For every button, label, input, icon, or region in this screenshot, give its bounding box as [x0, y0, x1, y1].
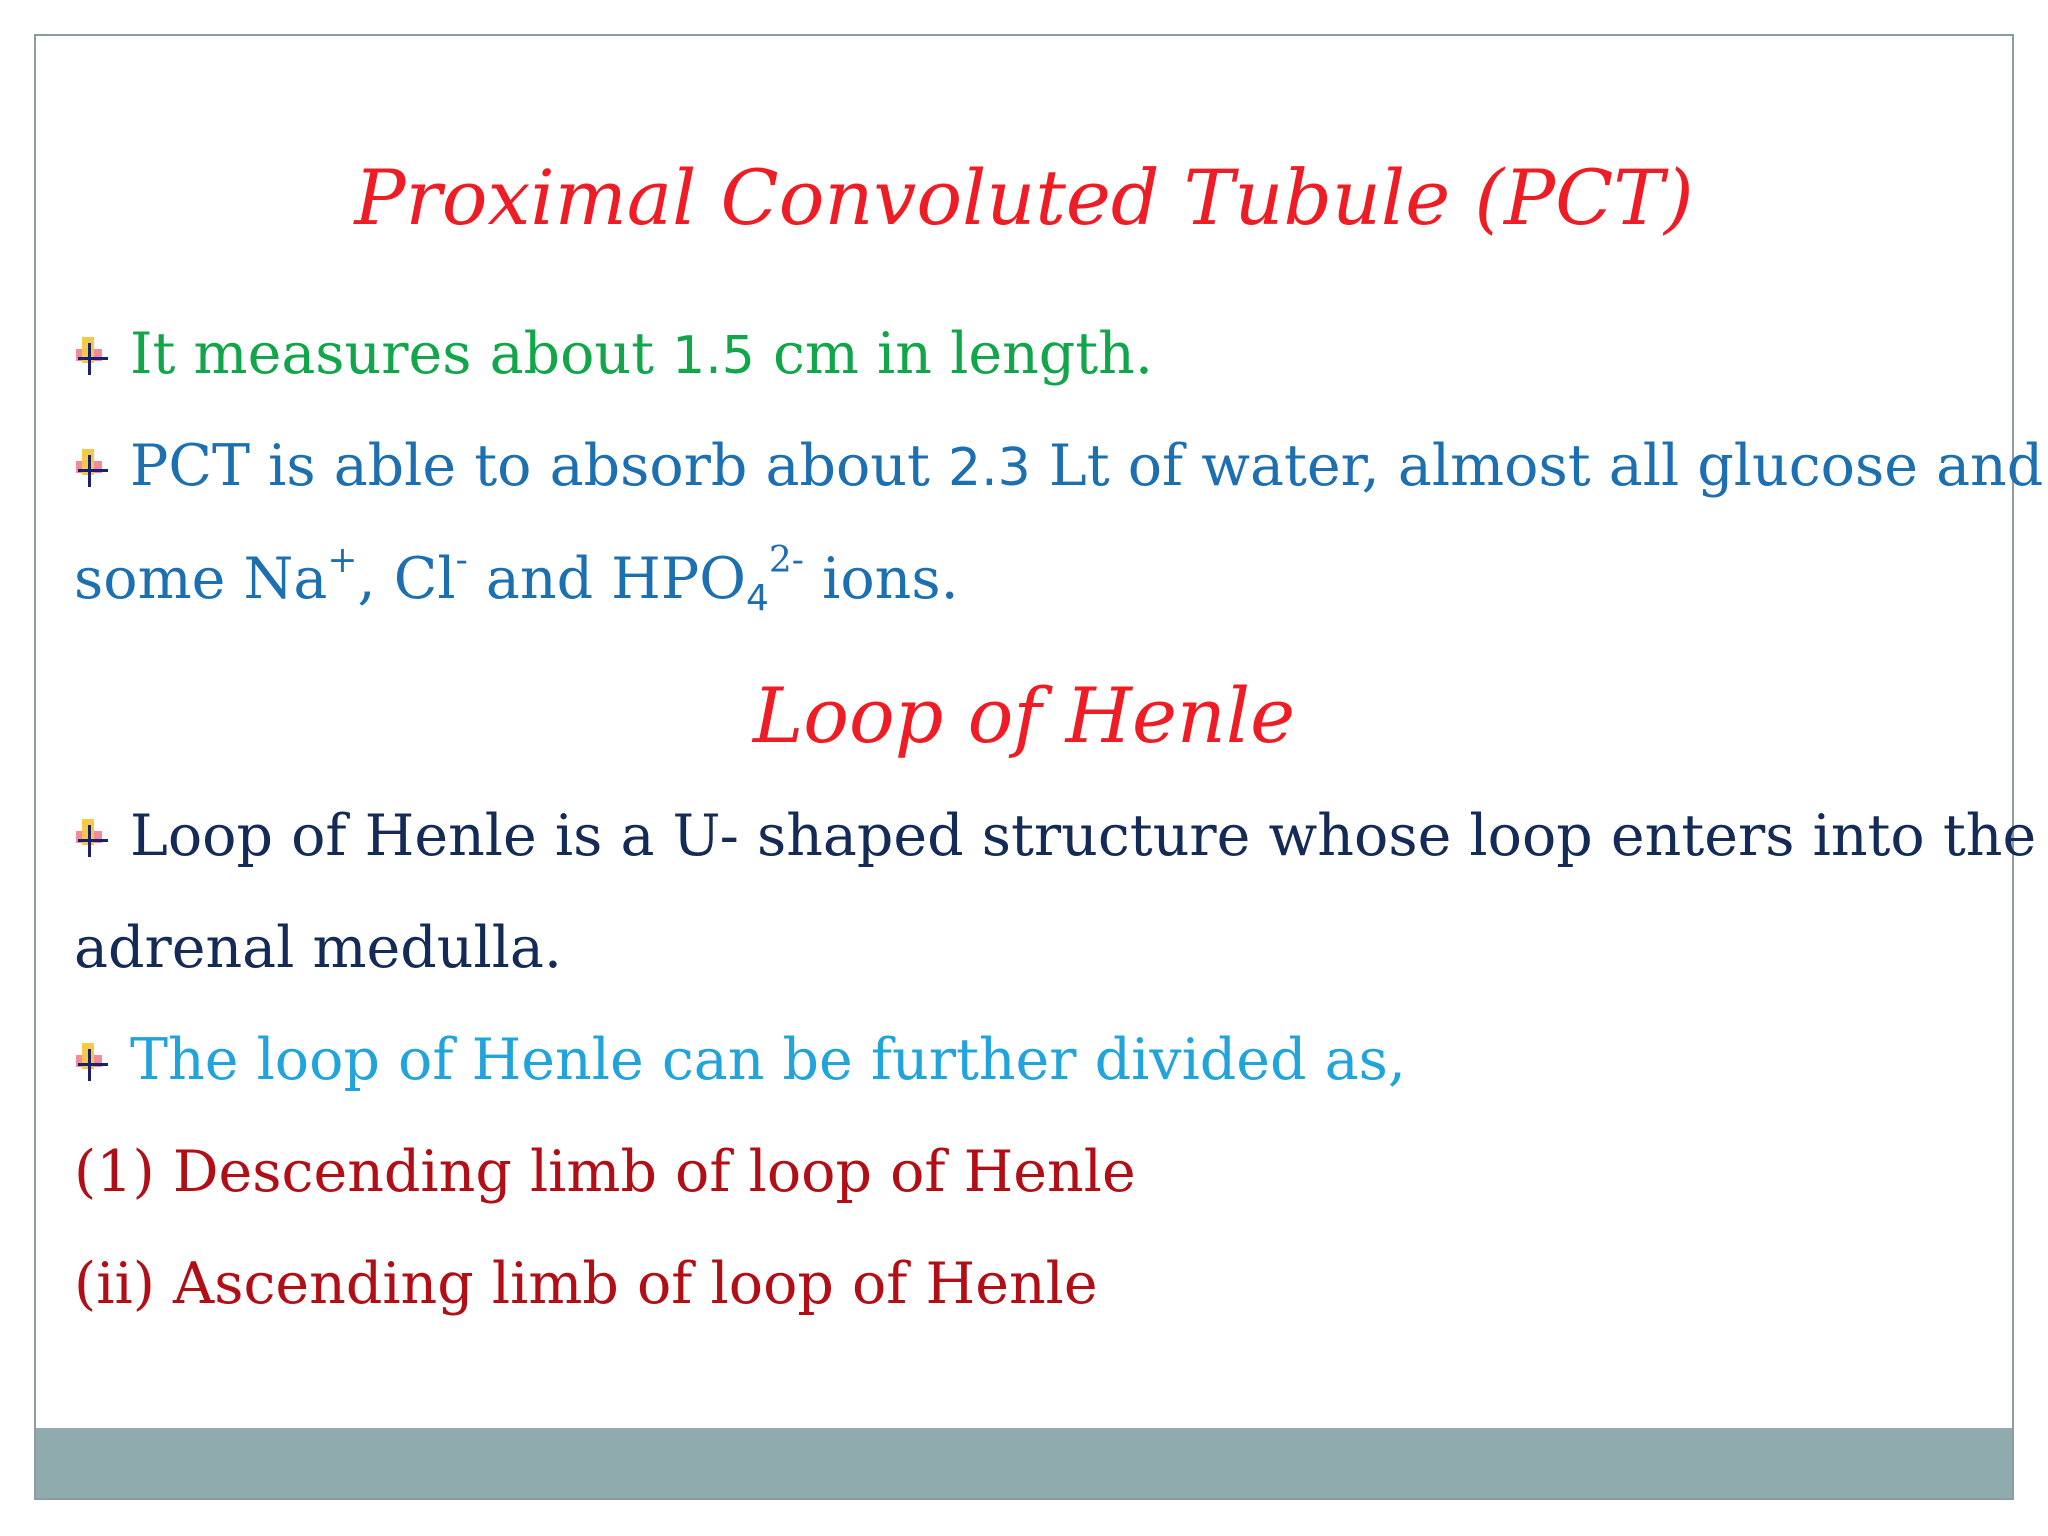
loop-structure-line2: adrenal medulla. [74, 915, 563, 981]
loop-heading: Loop of Henle [752, 671, 1296, 760]
pct-bullet-length [74, 321, 1154, 387]
phosphate-subscript: 4 [745, 578, 769, 619]
ascending-limb-item: (ii) Ascending limb of loop of Henle [74, 1251, 1098, 1317]
plus-arrow-bullet-icon [74, 1041, 116, 1083]
ions-text-b: , Cl [357, 546, 456, 612]
loop-divided-text: The loop of Henle can be further divided as, [130, 1027, 1406, 1093]
loop-structure-line1: Loop of Henle is a U- shaped structure whose loop enters into the [130, 803, 2037, 869]
descending-limb-item: (1) Descending limb of loop of Henle [74, 1139, 1136, 1205]
pct-length-value: 1.5 [672, 326, 755, 386]
pct-bullet-length-post: cm in length. [754, 321, 1154, 387]
loop-bullet-structure [74, 803, 2037, 869]
ions-text-c: and HPO [467, 546, 746, 612]
pct-bullet-length-pre: It measures about [130, 321, 673, 387]
sodium-charge: + [327, 540, 358, 581]
pct-bullet-absorb-post: Lt of water, almost all glucose and [1030, 433, 2044, 499]
plus-arrow-bullet-icon [74, 447, 116, 489]
pct-bullet-absorb-continued [74, 540, 959, 619]
plus-arrow-bullet-icon [74, 817, 116, 859]
phosphate-charge: 2- [768, 540, 804, 581]
slide [34, 34, 2044, 1500]
pct-bullet-absorb-pre: PCT is able to absorb about [130, 433, 949, 499]
loop-bullet-divided [74, 1027, 1406, 1093]
ions-text-a: some Na [74, 546, 328, 612]
chloride-charge: - [455, 540, 468, 581]
plus-arrow-bullet-icon [74, 335, 116, 377]
footer-bar [36, 1428, 2012, 1498]
pct-water-value: 2.3 [948, 438, 1031, 498]
ions-text-d: ions. [803, 546, 959, 612]
pct-heading: Proximal Convoluted Tubule (PCT) [354, 153, 1694, 242]
pct-bullet-absorb [74, 433, 2044, 499]
